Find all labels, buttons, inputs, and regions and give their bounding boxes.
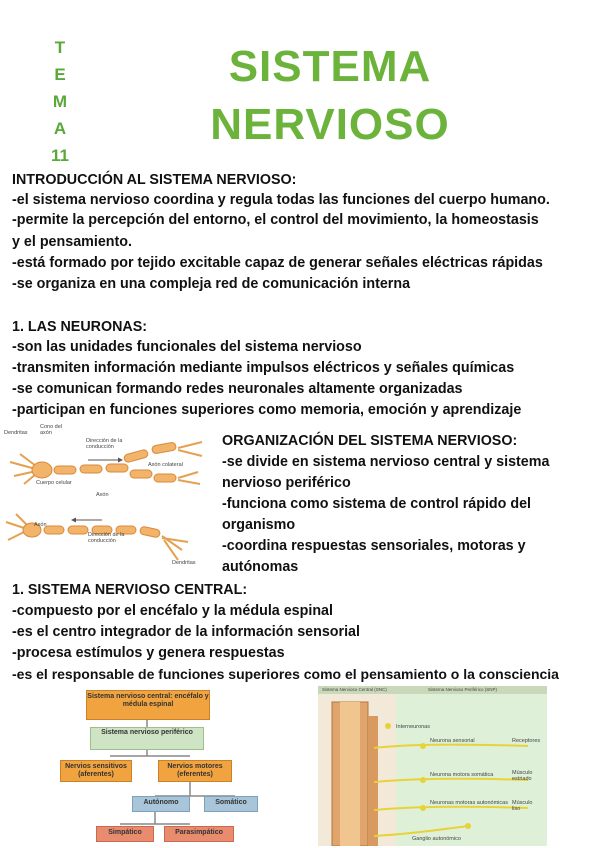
organizacion-line: -funciona como sistema de control rápido del (222, 496, 532, 512)
organizacion-line: nervioso periférico (222, 475, 351, 491)
intro-line: y el pensamiento. (12, 234, 132, 250)
label-musculo: Músculo estriado (512, 770, 533, 782)
label-direccion: Dirección de la conducción (88, 532, 125, 544)
organizacion-line: -coordina respuestas sensoriales, motoras y (222, 538, 526, 554)
box-simpatico: Simpático (96, 826, 154, 842)
tema-label (48, 34, 72, 169)
box-parasimpatico: Parasimpático (164, 826, 234, 842)
intro-line: -está formado por tejido excitable capaz de generar señales eléctricas rápidas (12, 255, 543, 271)
snc-line: -procesa estímulos y genera respuestas (12, 645, 285, 661)
label-cono-axon: Cono del axón (40, 424, 63, 436)
label-interneuronas: Interneuronas (396, 724, 430, 730)
tema-letter: M (52, 92, 68, 111)
intro-line: -se organiza en una compleja red de comunicación interna (12, 276, 411, 292)
intro-line: -el sistema nervioso coordina y regula todas las funciones del cuerpo humano. (12, 192, 550, 208)
label-axon-colateral: Axón colateral (148, 462, 183, 468)
snc-line: -compuesto por el encéfalo y la médula espinal (12, 603, 333, 619)
page-title-line2: NERVIOSO (210, 100, 450, 149)
intro-line: -permite la percepción del entorno, el control del movimiento, la homeostasis (12, 212, 539, 228)
organizacion-line: -se divide en sistema nervioso central y sistema (222, 454, 550, 470)
label-snp: Sistema Nervioso Periférico (SNP) (428, 687, 498, 692)
label-cuerpo-celular: Cuerpo celular (36, 480, 72, 486)
label-neurona-sensorial: Neurona sensorial (430, 738, 475, 744)
label-direccion: Dirección de la conducción (86, 438, 123, 450)
spinal-illustration (318, 686, 547, 846)
label-dendritas: Dendritas (4, 430, 28, 436)
box-sensitivos: Nervios sensitivos (aferentes) (60, 760, 132, 782)
spinal-nerve-diagram (318, 686, 547, 846)
label-receptores: Receptores (512, 738, 541, 744)
neuronas-heading: 1. LAS NEURONAS: (12, 319, 148, 335)
label-musculo-liso: Músculo liso (512, 800, 533, 812)
box-somatico: Somático (204, 796, 258, 812)
box-snp: Sistema nervioso periférico (90, 727, 204, 750)
neuronas-line: -transmiten información mediante impulsos eléctricos y señales químicas (12, 360, 515, 376)
label-motora-somatica: Neurona motora somática (430, 772, 494, 778)
label-motora-autonoma: Neuronas motoras autonómicas (430, 800, 508, 806)
snc-line: -es el responsable de funciones superiores como el pensamiento o la consciencia (12, 666, 559, 682)
neuronas-line: -participan en funciones superiores como memoria, emoción y aprendizaje (12, 402, 522, 418)
label-snc: Sistema Nervioso Central (SNC) (322, 687, 387, 692)
box-autonomo: Autónomo (132, 796, 190, 812)
label-axon: Axón (96, 492, 109, 498)
box-snc: Sistema nervioso central: encéfalo y médula espinal (86, 690, 210, 720)
label-ganglio: Ganglio autonómico (412, 836, 461, 842)
neuronas-line: -se comunican formando redes neuronales altamente organizadas (12, 381, 463, 397)
flowchart (60, 690, 290, 842)
organizacion-heading: ORGANIZACIÓN DEL SISTEMA NERVIOSO: (222, 433, 518, 449)
label-dendritas: Dendritas (172, 560, 196, 566)
intro-heading: INTRODUCCIÓN AL SISTEMA NERVIOSO: (12, 172, 297, 188)
tema-letter: T (54, 38, 66, 57)
snc-heading: 1. SISTEMA NERVIOSO CENTRAL: (12, 582, 248, 598)
organizacion-line: autónomas (222, 559, 299, 575)
box-motores: Nervios motores (eferentes) (158, 760, 232, 782)
tema-letter: E (54, 65, 66, 84)
organizacion-line: organismo (222, 517, 296, 533)
tema-letter: A (53, 119, 67, 138)
snc-line: -es el centro integrador de la información sensorial (12, 624, 360, 640)
neuron-diagram (2, 422, 214, 570)
page-title-line1: SISTEMA (228, 42, 432, 91)
neuronas-line: -son las unidades funcionales del sistema nervioso (12, 339, 362, 355)
label-axon: Axón (34, 522, 47, 528)
tema-number: 11 (51, 146, 69, 165)
